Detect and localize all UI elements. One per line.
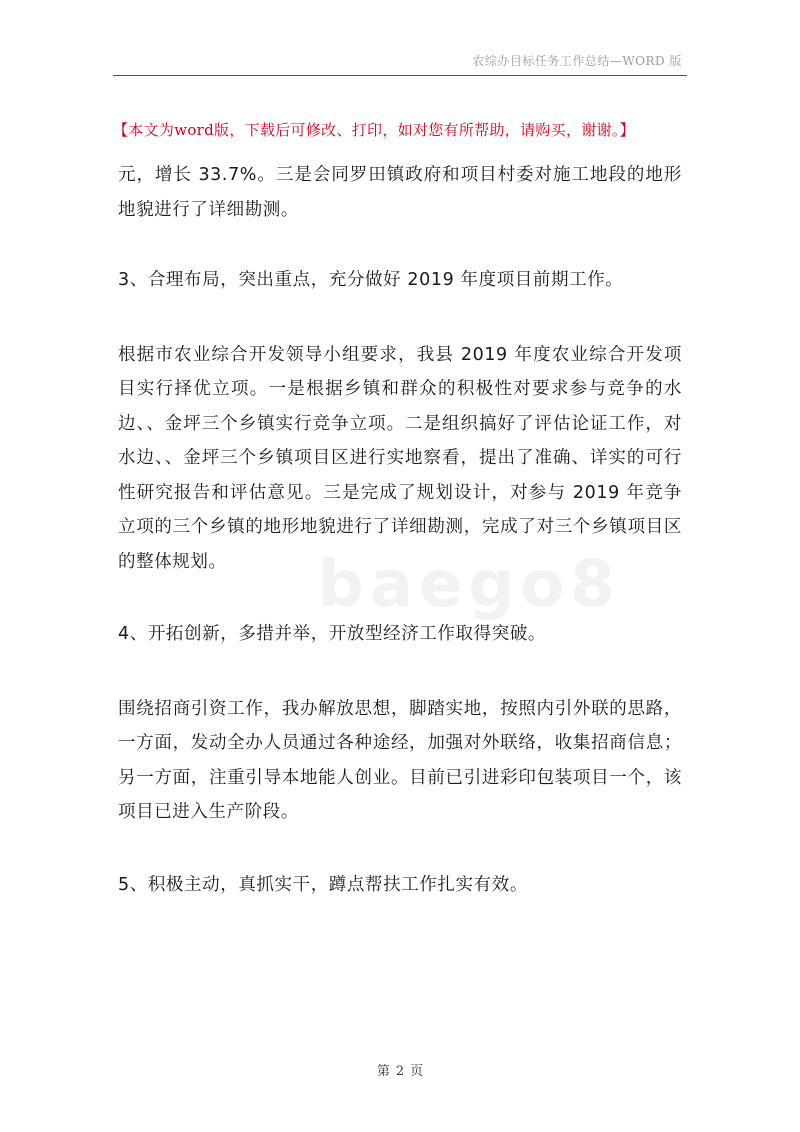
page-suffix: 页 — [410, 1064, 424, 1079]
paragraph-continuation: 元，增长 33.7%。三是会同罗田镇政府和项目村委对施工地段的地形地貌进行了详细勘测。 — [118, 165, 682, 220]
page-number — [0, 1060, 800, 1079]
section-heading-5: 5、积极主动，真抓实干，蹲点帮扶工作扎实有效。 — [118, 874, 528, 895]
document-body — [118, 158, 682, 942]
document-header-title: 农综办目标任务工作总结—WORD 版 — [472, 54, 682, 68]
page-prefix: 第 — [376, 1064, 390, 1079]
header-divider — [113, 75, 687, 76]
page-num: 2 — [395, 1064, 405, 1079]
paragraph-section-4: 围绕招商引资工作，我办解放思想，脚踏实地，按照内引外联的思路，一方面，发动全办人员通过各种途经，加强对外联络，收集招商信息；另一方面，注重引导本地能人创业。目前已引进彩印包装项目一个，该项目已进入生产阶段。 — [118, 698, 682, 822]
paragraph-section-3: 根据市农业综合开发领导小组要求，我县 2019 年度农业综合开发项目实行择优立项。一是根据乡镇和群众的积极性对要求参与竞争的水边、、金坪三个乡镇实行竞争立项。二是组织搞好了评估论证工作，对水边、、金坪三个乡镇项目区进行实地察看，提出了准确、详实的可行性研究报告和评估意见。三是完成了规划设计，对参与 2019 年竞争立项的三个乡镇的地形地貌进行了详细勘测，完成了对三个乡镇项目区的整体规划。 — [118, 344, 682, 572]
watermark: baeg​o8 — [318, 548, 621, 622]
section-heading-3: 3、合理布局，突出重点，充分做好 2019 年度项目前期工作。 — [118, 270, 624, 290]
download-notice: 【本文为word版，下载后可修改、打印，如对您有所帮助，请购买，谢谢。】 — [113, 121, 635, 139]
section-heading-4: 4、开拓创新，多措并举，开放型经济工作取得突破。 — [118, 624, 547, 644]
